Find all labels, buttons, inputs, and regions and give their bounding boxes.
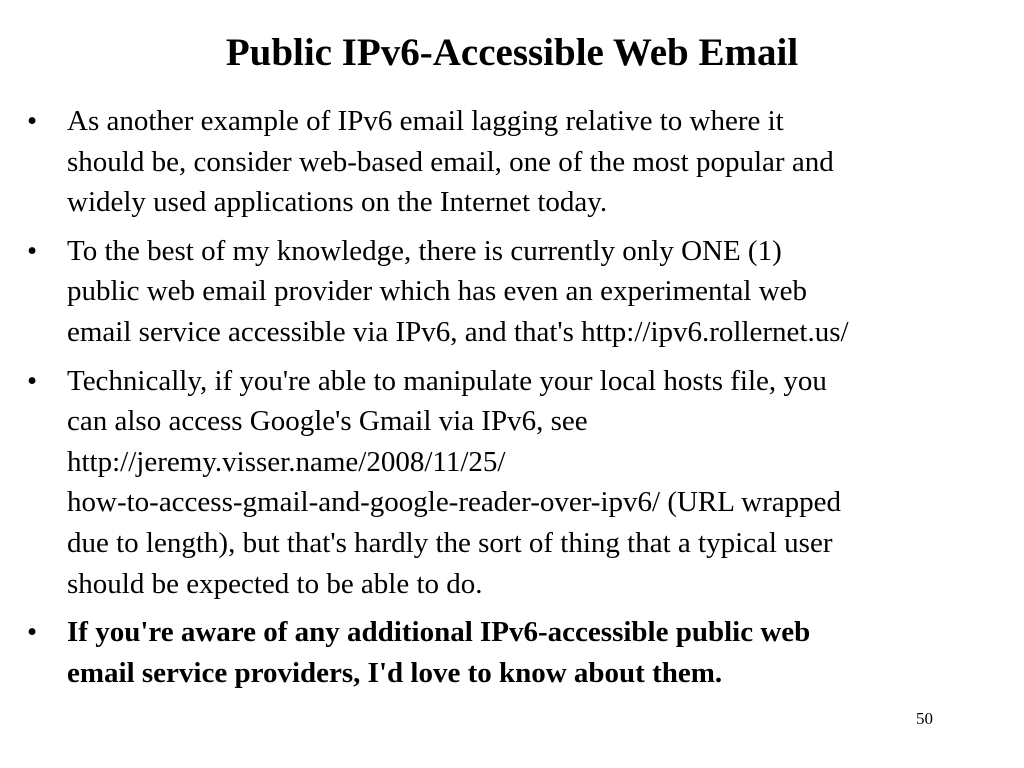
bullet-line: As another example of IPv6 email lagging relative to where it (67, 105, 784, 137)
bullet-line: email service accessible via IPv6, and that's http://ipv6.rollernet.us/ (67, 315, 849, 348)
bullet-list (27, 101, 1002, 701)
slide-title: Public IPv6-Accessible Web Email (225, 31, 799, 74)
bullet-line: should be, consider web-based email, one of the most popular and (67, 145, 834, 178)
bullet-line: widely used applications on the Internet today. (67, 186, 608, 219)
bullet-line: email service providers, I'd love to know about them. (67, 656, 723, 689)
bullet-item (27, 231, 1002, 353)
bullet-text (67, 231, 1002, 353)
bullet-icon: • (27, 234, 38, 267)
bullet-line: If you're aware of any additional IPv6-accessible public web (67, 616, 811, 649)
bullet-item (27, 361, 1002, 605)
page-number: 50 (916, 709, 933, 728)
bullet-icon: • (27, 616, 38, 649)
bullet-line: should be expected to be able to do. (67, 567, 483, 600)
bullet-text (67, 101, 1002, 223)
bullet-text (67, 612, 1002, 693)
bullet-line: how-to-access-gmail-and-google-reader-over-ipv6/ (URL wrapped (67, 486, 841, 519)
bullet-item-emphasis (27, 612, 1002, 693)
bullet-item (27, 101, 1002, 223)
bullet-line: To the best of my knowledge, there is currently only ONE (1) (67, 234, 782, 267)
bullet-line: Technically, if you're able to manipulate your local hosts file, you (67, 364, 827, 397)
bullet-line: http://jeremy.visser.name/2008/11/25/ (67, 445, 506, 478)
bullet-line: can also access Google's Gmail via IPv6, see (67, 405, 588, 438)
bullet-icon: • (27, 105, 38, 137)
bullet-line: public web email provider which has even an experimental web (67, 275, 808, 308)
bullet-icon: • (27, 364, 38, 397)
bullet-line: due to length), but that's hardly the sort of thing that a typical user (67, 526, 833, 559)
bullet-text (67, 361, 1002, 605)
